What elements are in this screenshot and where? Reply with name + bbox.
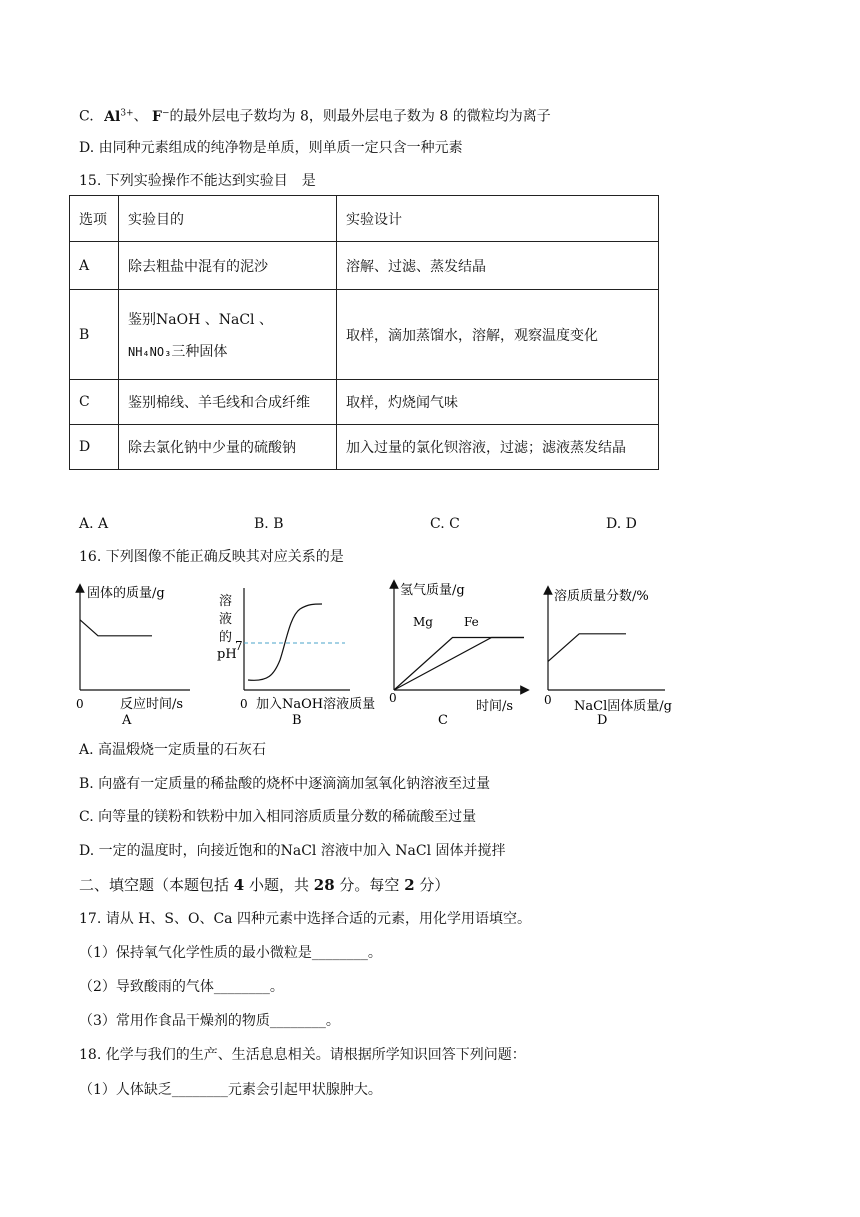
- option-cell: D: [70, 425, 119, 470]
- heading-part: 二、填空题（本题包括: [79, 876, 234, 894]
- y-tick-label: 7: [235, 639, 243, 653]
- purpose-line: 鉴别NaOH 、NaCl 、: [128, 311, 273, 328]
- heading-part: 小题，共: [244, 876, 314, 894]
- q16-option-b[interactable]: B. 向盛有一定质量的稀盐酸的烧杯中逐滴滴加氢氧化钠溶液至过量: [79, 776, 491, 792]
- y-axis-label: 氢气质量/g: [400, 583, 465, 598]
- option-c[interactable]: C. C: [430, 516, 460, 532]
- table-row: [70, 380, 659, 425]
- q15-table: [69, 195, 659, 470]
- data-line: [548, 634, 626, 662]
- purpose-cell: 除去氯化钠中少量的硫酸钠: [119, 425, 337, 470]
- option-cell: C: [70, 380, 119, 425]
- data-line: [80, 620, 152, 636]
- heading-part: 分。每空: [334, 876, 405, 894]
- x-axis-label: 时间/s: [476, 699, 514, 714]
- graph-b: [217, 588, 375, 728]
- option-label: C.: [79, 108, 94, 125]
- q16-option-a[interactable]: A. 高温煅烧一定质量的石灰石: [79, 742, 267, 758]
- ion-f: F−: [152, 108, 170, 125]
- q16-stem: 16. 下列图像不能正确反映其对应关系的是: [79, 549, 344, 565]
- y-axis-label: 溶质质量分数/%: [554, 589, 649, 604]
- formula: NH₄NO₃: [128, 344, 172, 359]
- design-cell: 溶解、过滤、蒸发结晶: [337, 242, 659, 290]
- heading-part: 2: [404, 876, 415, 894]
- design-cell: 取样，灼烧闻气味: [337, 380, 659, 425]
- purpose-cell: 除去粗盐中混有的泥沙: [119, 242, 337, 290]
- q16-option-d[interactable]: D. 一定的温度时，向接近饱和的NaCl 溶液中加入 NaCl 固体并搅拌: [79, 843, 506, 859]
- series-label-mg: Mg: [413, 615, 433, 629]
- graph-letter: A: [122, 713, 132, 728]
- option-b[interactable]: B. B: [254, 516, 284, 532]
- design-cell: 加入过量的氯化钡溶液，过滤；滤液蒸发结晶: [337, 425, 659, 470]
- series-label-fe: Fe: [464, 615, 479, 629]
- q14-option-c: [79, 104, 551, 126]
- option-cell: B: [70, 290, 119, 380]
- q15-stem: 15. 下列实验操作不能达到实验目 是: [79, 173, 316, 189]
- graph-letter: B: [292, 713, 302, 728]
- data-line-mg: [394, 638, 524, 691]
- q18-stem: 18. 化学与我们的生产、生活息息相关。请根据所学知识回答下列问题：: [79, 1047, 526, 1063]
- x-axis-label: 反应时间/s: [120, 697, 184, 712]
- graph-letter: D: [597, 713, 608, 728]
- header-cell: 实验目的: [119, 196, 337, 242]
- graph-c: [389, 583, 525, 728]
- option-cell: A: [70, 242, 119, 290]
- heading-part: 分）: [414, 876, 450, 894]
- q16-option-c[interactable]: C. 向等量的镁粉和铁粉中加入相同溶质质量分数的稀硫酸至过量: [79, 809, 477, 825]
- purpose-cell: 鉴别棉线、羊毛线和合成纤维: [119, 380, 337, 425]
- y-label-line: 溶: [219, 594, 233, 609]
- q14-option-d: D. 由同种元素组成的纯净物是单质，则单质一定只含一种元素: [79, 140, 463, 156]
- header-cell: 实验设计: [337, 196, 659, 242]
- origin-label: 0: [240, 697, 248, 711]
- option-a[interactable]: A. A: [79, 516, 109, 532]
- y-label-line: 液: [219, 612, 233, 627]
- q17-item-3[interactable]: （3）常用作食品干燥剂的物质________。: [79, 1013, 340, 1029]
- table-row: [70, 290, 659, 380]
- option-text: 的最外层电子数均为 8，则最外层电子数为 8 的微粒均为离子: [169, 108, 551, 125]
- q18-item-1[interactable]: （1）人体缺乏________元素会引起甲状腺肿大。: [79, 1082, 382, 1098]
- separator: 、: [133, 108, 148, 125]
- graph-letter: C: [438, 713, 448, 728]
- data-line-fe: [394, 638, 524, 691]
- section-heading: [79, 876, 449, 894]
- q15-options: [79, 516, 759, 534]
- q17-item-2[interactable]: （2）导致酸雨的气体________。: [79, 979, 284, 995]
- option-d[interactable]: D. D: [606, 516, 637, 532]
- header-cell: 选项: [70, 196, 119, 242]
- q17-stem: 17. 请从 H、S、O、Ca 四种元素中选择合适的元素，用化学用语填空。: [79, 911, 531, 927]
- table-header-row: [70, 196, 659, 242]
- y-label-line: 的: [219, 630, 233, 645]
- y-label-line: pH: [217, 647, 237, 662]
- table-row: [70, 242, 659, 290]
- purpose-cell: [119, 290, 337, 380]
- heading-part: 28: [313, 876, 335, 894]
- purpose-line: [128, 341, 327, 361]
- origin-label: 0: [389, 691, 397, 705]
- purpose-text: 三种固体: [171, 343, 228, 360]
- ion-al: $Al^{3+}$: [104, 108, 134, 125]
- table-row: [70, 425, 659, 470]
- q17-item-1[interactable]: （1）保持氧气化学性质的最小微粒是________。: [79, 945, 382, 961]
- origin-label: 0: [76, 697, 84, 711]
- heading-part: 4: [233, 876, 245, 894]
- graph-a: [76, 585, 190, 728]
- design-cell: 取样，滴加蒸馏水，溶解，观察温度变化: [337, 290, 659, 380]
- data-curve: [248, 604, 322, 680]
- origin-label: 0: [544, 693, 552, 707]
- x-axis-label: 加入NaOH溶液质量: [256, 697, 376, 712]
- q16-graphs: [0, 576, 860, 736]
- x-axis-label: NaCl固体质量/g: [574, 699, 672, 714]
- graph-d: [544, 588, 672, 728]
- y-axis-label: 固体的质量/g: [87, 586, 165, 601]
